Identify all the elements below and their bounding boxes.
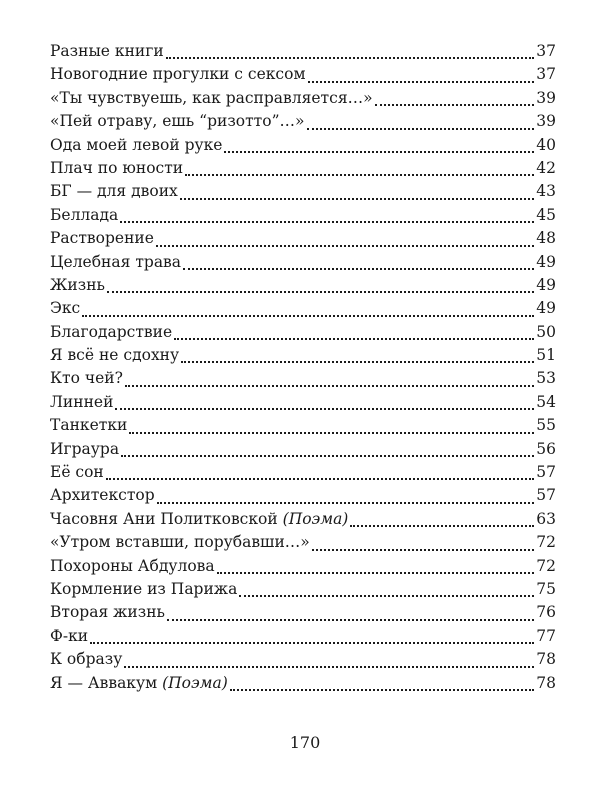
toc-entry-title (50, 672, 228, 695)
leader-dots (312, 549, 534, 551)
leader-dots (121, 455, 534, 457)
toc-entry-title: Новогодние прогулки с сексом (50, 65, 306, 84)
toc-entry-title (50, 508, 348, 531)
toc-entry-title: Плач по юности (50, 158, 184, 177)
toc-entry[interactable] (50, 274, 556, 297)
toc-entry-page: 63 (536, 509, 556, 528)
leader-dots (129, 432, 534, 434)
toc-entry-title: К образу (50, 650, 123, 669)
toc-entry-title: Целебная трава (50, 252, 182, 271)
toc-entry[interactable] (50, 180, 556, 203)
leader-dots (124, 666, 534, 668)
toc-entry[interactable] (50, 251, 556, 274)
toc-entry[interactable] (50, 321, 556, 344)
toc-entry[interactable] (50, 648, 556, 671)
toc-entry-title: Беллада (50, 205, 119, 224)
toc-entry[interactable] (50, 63, 556, 86)
toc-entry-page: 56 (536, 439, 556, 458)
toc-entry[interactable] (50, 40, 556, 63)
toc-entry-page: 49 (536, 299, 556, 318)
leader-dots (375, 104, 535, 106)
toc-entry-page: 40 (536, 135, 556, 154)
toc-entry-page: 57 (536, 486, 556, 505)
toc-entry-page: 75 (536, 579, 556, 598)
toc-entry[interactable] (50, 484, 556, 507)
leader-dots (107, 291, 534, 293)
toc-entry[interactable] (50, 414, 556, 437)
toc-entry[interactable] (50, 367, 556, 390)
toc-entry-title: Кормление из Парижа (50, 579, 238, 598)
toc-entry-page: 42 (536, 158, 556, 177)
toc-entry-subtitle: (Поэма) (162, 673, 228, 692)
toc-entry[interactable] (50, 157, 556, 180)
toc-entry[interactable] (50, 391, 556, 414)
toc-entry[interactable] (50, 110, 556, 133)
toc-entry[interactable] (50, 625, 556, 648)
toc-entry-page: 49 (536, 275, 556, 294)
toc-entry[interactable] (50, 578, 556, 601)
toc-entry-page: 43 (536, 182, 556, 201)
leader-dots (125, 385, 534, 387)
toc-entry-title: Кто чей? (50, 369, 123, 388)
toc-entry-title: Танкетки (50, 416, 128, 435)
toc-entry-page: 72 (536, 556, 556, 575)
toc-entry[interactable] (50, 87, 556, 110)
leader-dots (157, 502, 535, 504)
toc-entry[interactable] (50, 227, 556, 250)
toc-entry-subtitle: (Поэма) (282, 509, 349, 528)
toc-entry-title: Линней (50, 392, 114, 411)
leader-dots (82, 315, 534, 317)
toc-entry[interactable] (50, 601, 556, 624)
leader-dots (90, 642, 534, 644)
toc-entry-page: 45 (536, 205, 556, 224)
leader-dots (185, 174, 534, 176)
toc-entry[interactable] (50, 204, 556, 227)
toc-entry-title: Жизнь (50, 275, 105, 294)
toc-entry-page: 37 (536, 42, 556, 60)
toc-entry-page: 53 (536, 369, 556, 388)
leader-dots (183, 268, 534, 270)
toc-entry-page: 76 (536, 603, 556, 622)
toc-entry[interactable] (50, 508, 556, 531)
toc-entry-title: Играура (50, 439, 120, 458)
toc-entry-title: Архитекстор (50, 486, 155, 505)
toc-entry-title: Разные книги (50, 42, 164, 60)
leader-dots (115, 408, 534, 410)
toc-entry-page: 77 (536, 626, 556, 645)
page-number: 170 (289, 733, 321, 752)
toc-entry-title: «Пей отраву, ешь “ризотто”…» (50, 112, 305, 131)
toc-entry[interactable] (50, 134, 556, 157)
leader-dots (167, 619, 534, 621)
toc-entry-page: 48 (536, 229, 556, 248)
leader-dots (217, 572, 535, 574)
toc-entry-page: 57 (536, 463, 556, 482)
toc-entry-title: «Ты чувствуешь, как расправляется…» (50, 88, 373, 107)
toc-entry-title: Экс (50, 299, 81, 318)
leader-dots (106, 478, 535, 480)
toc-entry[interactable] (50, 344, 556, 367)
toc-entry[interactable] (50, 672, 556, 695)
toc-entry-title: Ода моей левой руке (50, 135, 223, 154)
leader-dots (174, 338, 534, 340)
toc-entry-page: 78 (536, 673, 556, 692)
toc-entry-title-text: Часовня Ани Политковской (50, 509, 278, 528)
leader-dots (181, 361, 534, 363)
toc-entry-page: 78 (536, 650, 556, 669)
toc-entry-page: 51 (536, 346, 556, 365)
toc-entry[interactable] (50, 531, 556, 554)
toc-entry[interactable] (50, 555, 556, 578)
toc-entry-title: БГ — для двоих (50, 182, 178, 201)
toc-entry-page: 39 (536, 88, 556, 107)
toc-entry-title: Вторая жизнь (50, 603, 165, 622)
toc-entry-title: Я всё не сдохну (50, 346, 180, 365)
leader-dots (166, 57, 535, 59)
toc-entry-page: 54 (536, 392, 556, 411)
leader-dots (120, 221, 534, 223)
toc-entry-page: 49 (536, 252, 556, 271)
toc-entry[interactable] (50, 297, 556, 320)
toc-entry-title: Ф-ки (50, 626, 89, 645)
toc-entry-page: 50 (536, 322, 556, 341)
toc-entry-title: Похороны Абдулова (50, 556, 215, 575)
leader-dots (308, 81, 535, 83)
leader-dots (224, 151, 534, 153)
toc-entry[interactable] (50, 438, 556, 461)
leader-dots (350, 525, 534, 527)
toc-entry-page: 37 (536, 65, 556, 84)
toc-entry-title: Благодарствие (50, 322, 173, 341)
toc-entry-page: 72 (536, 533, 556, 552)
leader-dots (307, 128, 535, 130)
toc-entry-title-text: Я — Аввакум (50, 673, 158, 692)
leader-dots (180, 198, 534, 200)
leader-dots (239, 595, 534, 597)
toc-entry-title: Её сон (50, 463, 104, 482)
toc-entry-page: 39 (536, 112, 556, 131)
toc-entry-title: Растворение (50, 229, 154, 248)
table-of-contents (50, 40, 556, 695)
leader-dots (156, 245, 534, 247)
toc-entry-page: 55 (536, 416, 556, 435)
toc-entry-title: «Утром вставши, порубавши…» (50, 533, 310, 552)
leader-dots (230, 689, 534, 691)
toc-entry[interactable] (50, 461, 556, 484)
